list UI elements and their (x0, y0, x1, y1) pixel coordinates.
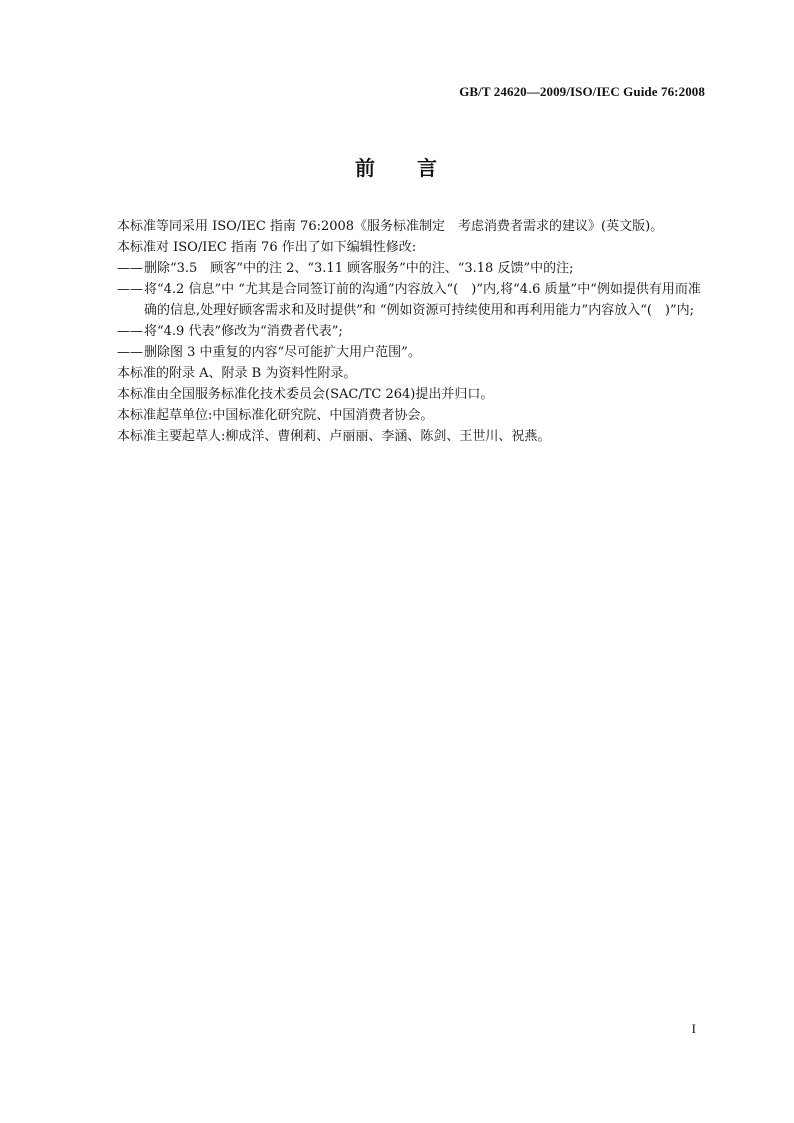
list-dash: —— (117, 261, 143, 276)
title-char-right: 言 (417, 156, 439, 180)
paragraph-proposed-by: 本标准由全国服务标准化技术委员会(SAC/TC 264)提出并归口。 (117, 387, 494, 402)
paragraph-drafting-units: 本标准起草单位:中国标准化研究院、中国消费者协会。 (117, 408, 434, 423)
list-item-text: 将“4.2 信息”中 “尤其是合同签订前的沟通”内容放入“( )”内,将“4.6 质量”中“例如提供有用而准确的信息,处理好顾客需求和及时提供”和 “例如资源可持续使用和再利用能力”内容放入“( )”内; (144, 282, 701, 318)
list-item (117, 279, 707, 321)
page-number: I (691, 1021, 696, 1036)
foreword-body (117, 216, 707, 447)
list-item-text: 删除图 3 中重复的内容“尽可能扩大用户范围”。 (144, 345, 421, 360)
list-item (117, 342, 707, 363)
title-char-left: 前 (355, 156, 377, 180)
list-item (117, 321, 707, 342)
list-dash: —— (117, 282, 143, 297)
list-item (117, 258, 707, 279)
paragraph-drafters: 本标准主要起草人:柳成洋、曹俐莉、卢丽丽、李涵、陈剑、王世川、祝燕。 (117, 429, 551, 444)
list-item-text: 将“4.9 代表”修改为“消费者代表”; (144, 324, 343, 339)
list-item-text: 删除“3.5 顾客”中的注 2、“3.11 顾客服务”中的注、“3.18 反馈”中的注; (144, 261, 574, 276)
paragraph-adoption: 本标准等同采用 ISO/IEC 指南 76:2008《服务标准制定 考虑消费者需求的建议》(英文版)。 (117, 219, 664, 234)
paragraph-modifications-intro: 本标准对 ISO/IEC 指南 76 作出了如下编辑性修改: (117, 240, 417, 255)
standard-code-header: GB/T 24620—2009/ISO/IEC Guide 76:2008 (459, 84, 705, 99)
paragraph-annexes: 本标准的附录 A、附录 B 为资料性附录。 (117, 366, 357, 381)
list-dash: —— (117, 345, 143, 360)
list-dash: —— (117, 324, 143, 339)
page-title (0, 152, 794, 181)
